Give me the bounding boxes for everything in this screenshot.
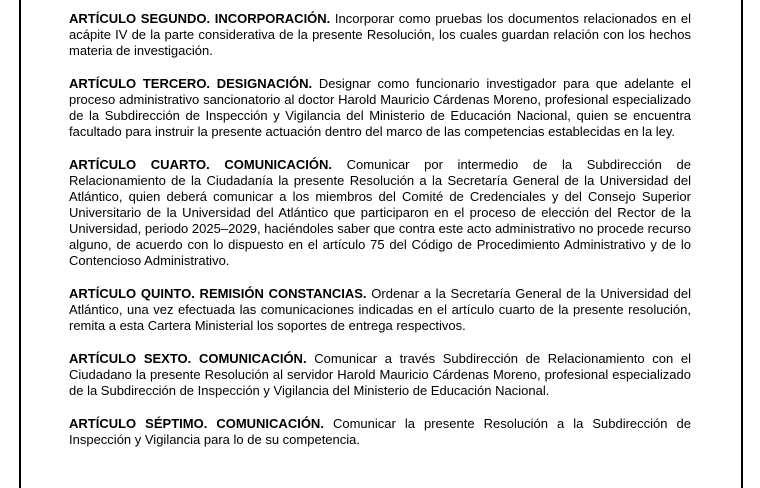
article-text: Ordenar a la Secretaría General de la Universidad del Atlántico, una vez efectuada las comunicaciones indicadas en el artículo cuarto de la presente resolución, remita a esta Cartera Ministerial los soportes de entrega respectivos. <box>69 286 691 333</box>
article-heading: ARTÍCULO CUARTO. COMUNICACIÓN. <box>69 157 333 172</box>
article-quinto <box>69 286 691 334</box>
article-heading: ARTÍCULO SEGUNDO. INCORPORACIÓN. <box>69 11 331 26</box>
page-border-left <box>19 0 21 488</box>
article-heading: ARTÍCULO SÉPTIMO. COMUNICACIÓN. <box>69 416 324 431</box>
article-septimo <box>69 416 691 448</box>
article-text: Comunicar la presente Resolución a la Subdirección de Inspección y Vigilancia para lo de su competencia. <box>69 416 691 447</box>
article-heading: ARTÍCULO TERCERO. DESIGNACIÓN. <box>69 76 313 91</box>
article-segundo <box>69 11 691 59</box>
article-heading: ARTÍCULO QUINTO. REMISIÓN CONSTANCIAS. <box>69 286 367 301</box>
article-text: Comunicar por intermedio de la Subdirección de Relacionamiento de la Ciudadanía la presente Resolución a la Secretaría General de la Universidad del Atlántico, quien deberá comunicar a los miembros del Comité de Credenciales y del Consejo Superior Universitario de la Universidad del Atlántico que participaron en el proceso de elección del Rector de la Universidad, periodo 2025–2029, haciéndoles saber que contra este acto administrativo no procede recurso alguno, de acuerdo con lo dispuesto en el artículo 75 del Código de Procedimiento Administrativo y de lo Contencioso Administrativo. <box>69 157 691 268</box>
document-body <box>69 11 691 465</box>
article-text: Comunicar a través Subdirección de Relacionamiento con el Ciudadano la presente Resolución al servidor Harold Mauricio Cárdenas Moreno, profesional especializado de la Subdirección de Inspección y Vigilancia del Ministerio de Educación Nacional. <box>69 351 691 398</box>
article-text: Designar como funcionario investigador para que adelante el proceso administrativo sancionatorio al doctor Harold Mauricio Cárdenas Moreno, profesional especializado de la Subdirección de Inspección y Vigilancia del Ministerio de Educación Nacional, quien se encuentra facultado para instruir la presente actuación dentro del marco de las competencias establecidas en la ley. <box>69 76 691 139</box>
page-border-right <box>741 0 743 488</box>
article-tercero <box>69 76 691 140</box>
article-sexto <box>69 351 691 399</box>
article-heading: ARTÍCULO SEXTO. COMUNICACIÓN. <box>69 351 307 366</box>
article-cuarto <box>69 157 691 269</box>
article-text: Incorporar como pruebas los documentos relacionados en el acápite IV de la parte considerativa de la presente Resolución, los cuales guardan relación con los hechos materia de investigación. <box>69 11 691 58</box>
